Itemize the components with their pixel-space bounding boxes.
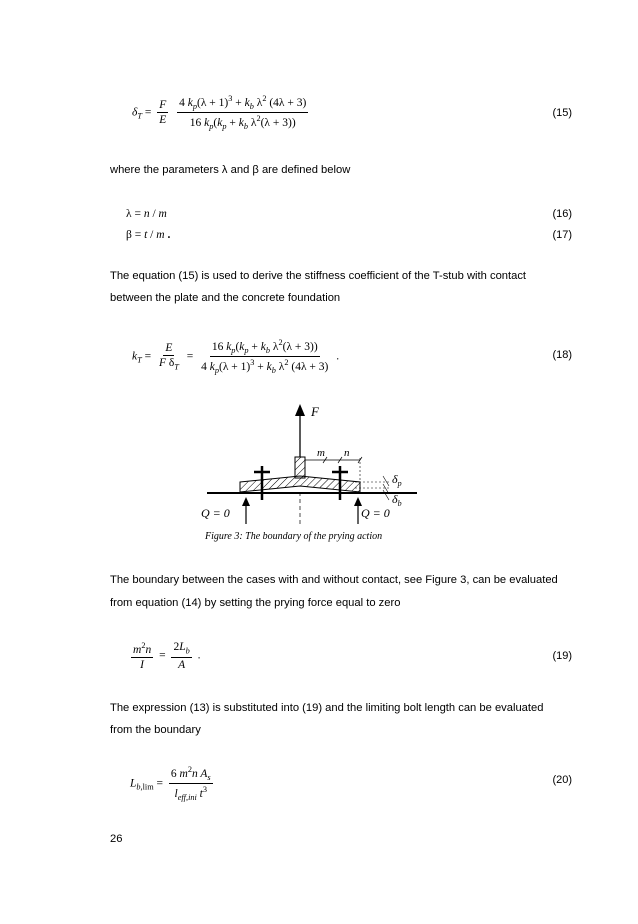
- eq15-num-4: 4: [179, 96, 185, 109]
- figure-3-diagram: [195, 400, 435, 532]
- paragraph-boundary-l1: The boundary between the cases with and without contact, see Figure 3, can be evaluated: [110, 574, 558, 586]
- eq15-num-c: λ: [256, 96, 263, 109]
- label-n: n: [344, 447, 350, 459]
- eq15-number: (15): [552, 107, 572, 119]
- eq15-den-d: (λ + 3)): [260, 116, 296, 129]
- eq18-number: (18): [552, 349, 572, 361]
- eq15-frac-f-over-e: [157, 99, 168, 126]
- paragraph-stiffness-l1: The equation (15) is used to derive the stiffness coefficient of the T-stub with contact: [110, 270, 527, 282]
- paragraph-bolt-length-l2: from the boundary: [110, 724, 201, 736]
- equation-16: λ = n / m: [126, 208, 167, 220]
- t-stub-web: [295, 457, 305, 478]
- eq15-den-b: (: [213, 116, 218, 129]
- eq20-number: (20): [552, 774, 572, 786]
- eq17-number: (17): [552, 229, 572, 241]
- force-arrow-head: [295, 404, 305, 416]
- figure-3-caption: Figure 3: The boundary of the prying action: [205, 531, 383, 542]
- equation-20: $L_{b,lim}$ = $\frac{6 m^2n A_s}{l_{eff,ini} t^3}$: [130, 765, 211, 803]
- eq15-e: E: [159, 114, 167, 127]
- paragraph-stiffness-l2: between the plate and the concrete foundation: [110, 292, 341, 304]
- label-q-right: Q = 0: [361, 506, 390, 520]
- eq15-f: F: [159, 99, 167, 112]
- label-m: m: [317, 447, 325, 459]
- eq15-den-16: 16: [189, 116, 202, 129]
- label-delta-p: $\delta_p$: [392, 472, 402, 488]
- eq15-num-b: (λ + 1): [197, 96, 229, 109]
- paragraph-boundary-l2: from equation (14) by setting the prying force equal to zero: [110, 597, 401, 609]
- equation-19: $\frac{m^2n}{I}$ = $\frac{2L_b}{A}$ .: [133, 641, 201, 671]
- eq15-lhs: δ: [132, 106, 138, 119]
- label-delta-b: $\delta_b$: [392, 492, 402, 508]
- paragraph-lambda-beta: where the parameters λ and β are defined below: [110, 164, 351, 176]
- equation-17: β = t / m .: [126, 229, 171, 241]
- label-force: F: [311, 404, 319, 419]
- equation-18: $k_T$ = $\frac{E}{F \delta_T}$ = $\frac{16 k_p(k_p + k_b \lambda^2(\lambda + 3))}{4 k_p(\lambda + 1)^3 + k_b \lambda^2 (4\lambda + 3)}$ .: [132, 338, 340, 376]
- paragraph-bolt-length-l1: The expression (13) is substituted into (19) and the limiting bolt length can be evaluated: [110, 702, 544, 714]
- eq16-number: (16): [552, 208, 572, 220]
- label-q-left: Q = 0: [201, 506, 230, 520]
- eq15-lhs-sub: T: [137, 111, 142, 121]
- equation-15: $\delta_T$ = $\frac{F}{E}$ 4 $k_p(\lambda + 1)^3 + k_b$ $\lambda^2$ (4λ + 3) 16 $k_p(k_p + k_b$ $\lambda^2(\lambda + 3)$): [132, 94, 307, 132]
- eq15-den-c: λ: [250, 116, 257, 129]
- eq15-num-d: (4λ + 3): [269, 96, 307, 109]
- page-number: 26: [110, 833, 123, 845]
- eq15-main-frac: 4 $k_p(\lambda + 1)^3 + k_b$ $\lambda^2$ (4λ + 3) 16 $k_p(k_p + k_b$ $\lambda^2(\lambda + 3)$): [179, 94, 307, 132]
- eq19-number: (19): [552, 650, 572, 662]
